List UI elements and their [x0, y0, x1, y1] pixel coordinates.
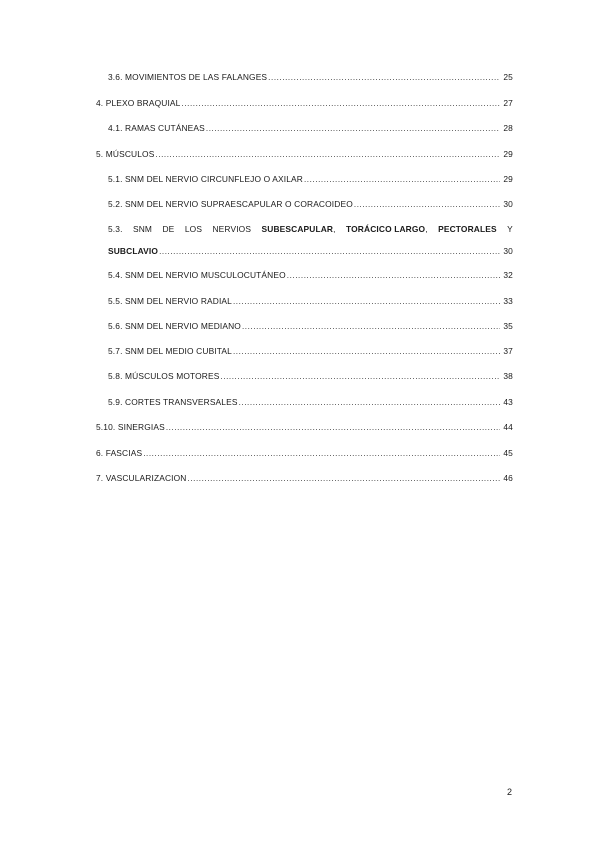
toc-word: SNM: [133, 224, 153, 234]
toc-entry-4-1[interactable]: [108, 123, 513, 134]
toc-entry-7[interactable]: [96, 473, 513, 484]
toc-entry-page: 30: [503, 246, 513, 256]
toc-entry-4[interactable]: [96, 98, 513, 109]
toc-entry-page: 30: [503, 199, 513, 209]
toc-entry-page: 32: [503, 270, 513, 280]
toc-entry-5-3[interactable]: [108, 224, 513, 257]
toc-entry-5-1[interactable]: [108, 174, 513, 185]
toc-entry-5-9[interactable]: [108, 397, 513, 408]
toc-entry-5[interactable]: [96, 149, 513, 160]
toc-dot-leader: [233, 346, 500, 355]
toc-dot-leader: [181, 98, 500, 107]
toc-bold-term: SUBESCAPULAR: [261, 224, 334, 234]
toc-entry-page: 29: [503, 174, 513, 184]
toc-entry-6[interactable]: [96, 448, 513, 459]
toc-entry-title: 5.9. CORTES TRANSVERSALES: [108, 397, 238, 407]
toc-dot-leader: [220, 371, 500, 380]
toc-entry-page: 25: [503, 72, 513, 82]
toc-entry-page: 35: [503, 321, 513, 331]
toc-entry-5-4[interactable]: [108, 270, 513, 281]
page-number: 2: [507, 787, 513, 797]
toc-dot-leader: [166, 422, 500, 431]
toc-entry-5-2[interactable]: [108, 199, 513, 210]
toc-word: Y: [507, 224, 513, 234]
toc-entry-page: 38: [503, 371, 513, 381]
toc-dot-leader: [188, 473, 500, 482]
toc-entry-5-5[interactable]: [108, 296, 513, 307]
toc-entry-page: 29: [503, 149, 513, 159]
toc-entry-3-6[interactable]: [108, 72, 513, 83]
toc-entry-5-7[interactable]: [108, 346, 513, 357]
toc-bold-term: PECTORALES: [438, 224, 497, 234]
toc-entry-title: 5.4. SNM DEL NERVIO MUSCULOCUTÁNEO: [108, 270, 286, 280]
toc-dot-leader: [354, 199, 500, 208]
toc-entry-title: 7. VASCULARIZACION: [96, 473, 187, 483]
toc-entry-5-6[interactable]: [108, 321, 513, 332]
toc-dot-leader: [143, 448, 500, 457]
toc-entry-title: 3.6. MOVIMIENTOS DE LAS FALANGES: [108, 72, 268, 82]
toc-dot-leader: [304, 174, 500, 183]
toc-entry-page: 46: [503, 473, 513, 483]
toc-separator: ,: [333, 224, 336, 234]
toc-entry-title: 5.5. SNM DEL NERVIO RADIAL: [108, 296, 232, 306]
toc-entry-title: 5.8. MÚSCULOS MOTORES: [108, 371, 220, 381]
toc-entry-title-line-2: [108, 246, 513, 257]
toc-entry-title: 5. MÚSCULOS: [96, 149, 155, 159]
toc-dot-leader: [206, 123, 500, 132]
toc-word-group: [346, 224, 428, 235]
toc-bold-term: TORÁCICO LARGO: [346, 224, 426, 234]
toc-entry-page: 45: [503, 448, 513, 458]
toc-dot-leader: [287, 270, 500, 279]
toc-entry-5-10[interactable]: [96, 422, 513, 433]
toc-dot-leader: [239, 397, 500, 406]
toc-entry-page: 37: [503, 346, 513, 356]
toc-entry-title: 5.1. SNM DEL NERVIO CIRCUNFLEJO O AXILAR: [108, 174, 303, 184]
toc-dot-leader: [155, 149, 500, 158]
toc-word-group: [262, 224, 336, 235]
toc-dot-leader: [233, 296, 500, 305]
toc-word: DE: [162, 224, 175, 234]
toc-word: LOS: [184, 224, 203, 234]
toc-dot-leader: [242, 321, 500, 330]
toc-dot-leader: [268, 72, 500, 81]
toc-bold-term: SUBCLAVIO: [108, 246, 159, 256]
toc-entry-page: 28: [503, 123, 513, 133]
toc-entry-title: 6. FASCIAS: [96, 448, 143, 458]
toc-entry-title: 5.6. SNM DEL NERVIO MEDIANO: [108, 321, 241, 331]
toc-entry-title-line-1: [108, 224, 513, 235]
toc-word: NERVIOS: [212, 224, 252, 234]
toc-separator: ,: [425, 224, 428, 234]
toc-entry-title: 5.10. SINERGIAS: [96, 422, 165, 432]
toc-entry-page: 44: [503, 422, 513, 432]
toc-entry-page: 43: [503, 397, 513, 407]
toc-dot-leader: [159, 246, 500, 255]
toc-word: 5.3.: [108, 224, 123, 234]
toc-entry-title: 5.2. SNM DEL NERVIO SUPRAESCAPULAR O CORACOIDEO: [108, 199, 353, 209]
toc-entry-page: 27: [503, 98, 513, 108]
toc-entry-title: 4. PLEXO BRAQUIAL: [96, 98, 181, 108]
toc-entry-5-8[interactable]: [108, 371, 513, 382]
toc-entry-title: 4.1. RAMAS CUTÁNEAS: [108, 123, 205, 133]
toc-entry-page: 33: [503, 296, 513, 306]
toc-entry-title: 5.7. SNM DEL MEDIO CUBITAL: [108, 346, 232, 356]
